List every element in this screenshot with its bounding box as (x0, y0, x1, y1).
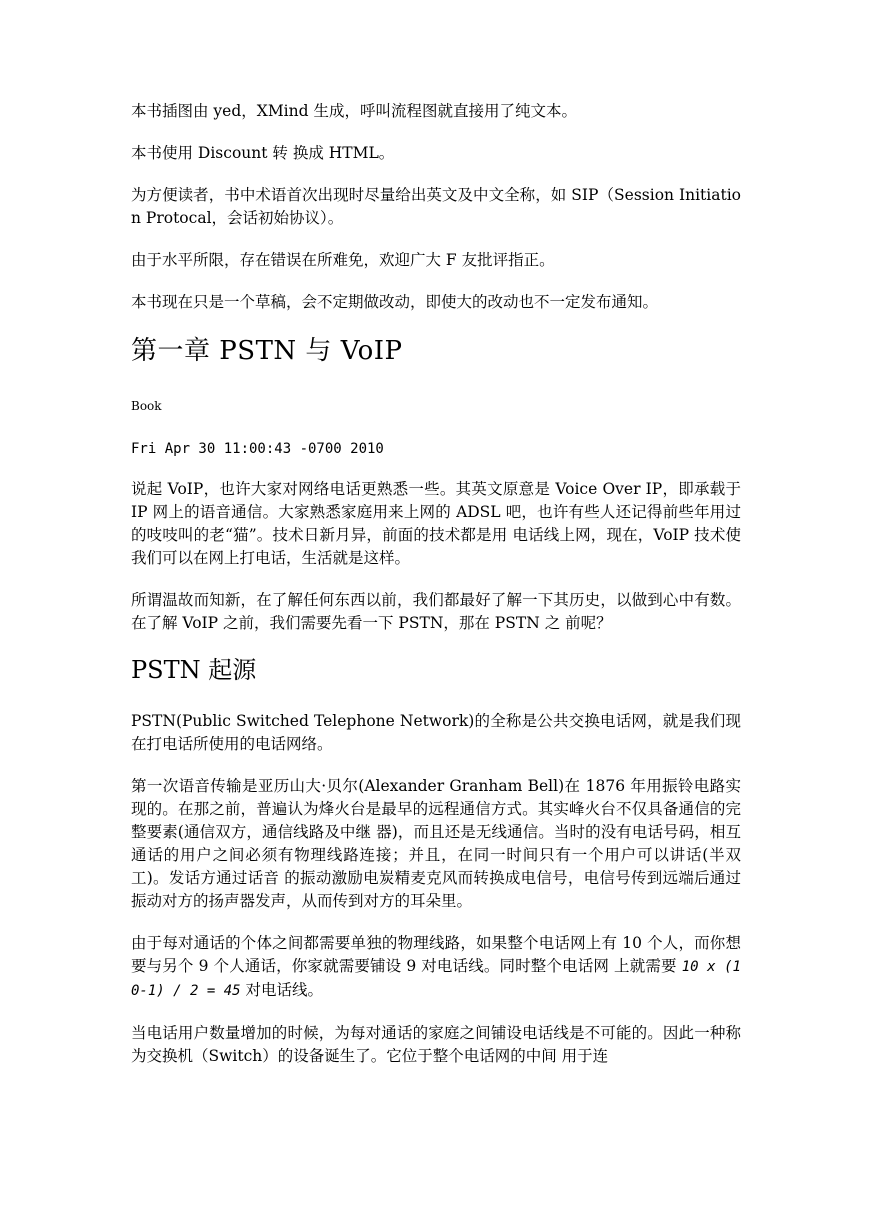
document-page (131, 100, 741, 1087)
intro-paragraph-terminology: 为方便读者，书中术语首次出现时尽量给出英文及中文全称，如 SIP（Session Initiation Protocal，会话初始协议）。 (131, 186, 741, 227)
chapter-date: Fri Apr 30 11:00:43 -0700 2010 (131, 441, 384, 457)
lines-text-after: 对电话线。 (240, 981, 324, 999)
chapter-paragraph-voip-intro: 说起 VoIP，也许大家对网络电话更熟悉一些。其英文原意是 Voice Over IP，即承载于 IP 网上的语音通信。大家熟悉家庭用来上网的 ADSL 吧，也许有些人还记得前些年用过的吱吱叫的老“猫”。技术日新月异，前面的技术都是用 电话线上网，现在，VoIP 技术使我们可以在网上打电话，生活就是这样。 (131, 480, 741, 567)
book-tag: Book (131, 399, 162, 413)
section-title: PSTN 起源 (131, 656, 257, 684)
chapter-title: 第一章 PSTN 与 VoIP (131, 336, 403, 366)
chapter-paragraph-history: 所谓温故而知新，在了解任何东西以前，我们都最好了解一下其历史，以做到心中有数。在了解 VoIP 之前，我们需要先看一下 PSTN，那在 PSTN 之 前呢？ (131, 591, 741, 632)
section-paragraph-lines (131, 932, 741, 1003)
section-paragraph-switch: 当电话用户数量增加的时候，为每对通话的家庭之间铺设电话线是不可能的。因此一种称为交换机（Switch）的设备诞生了。它位于整个电话网的中间 用于连 (131, 1024, 741, 1065)
intro-paragraph-draft: 本书现在只是一个草稿，会不定期做改动，即使大的改动也不一定发布通知。 (131, 293, 659, 311)
lines-formula: 10 x (10-1) / 2 = 45 (131, 959, 741, 999)
intro-paragraph-discount: 本书使用 Discount 转 换成 HTML。 (131, 144, 395, 162)
lines-text-before: 由于每对通话的个体之间都需要单独的物理线路，如果整个电话网上有 10 个人，而你想要与另个 9 个人通话，你家就需要铺设 9 对电话线。同时整个电话网 上就需要 (131, 934, 741, 975)
section-paragraph-pstn-definition: PSTN(Public Switched Telephone Network)的全称是公共交换电话网，就是我们现在打电话所使用的电话网络。 (131, 712, 741, 753)
section-paragraph-bell: 第一次语音传输是亚历山大·贝尔(Alexander Granham Bell)在 1876 年用振铃电路实现的。在那之前，普遍认为烽火台是最早的远程通信方式。其实峰火台不仅具备通信的完整要素(通信双方，通信线路及中继 器)，而且还是无线通信。当时的没有电话号码，相互通话的用户之间必须有物理线路连接；并且，在同一时间只有一个用户可以讲话(半双工)。发话方通过话音 的振动激励电炭精麦克风而转换成电信号，电信号传到远端后通过振动对方的扬声器发声，从而传到对方的耳朵里。 (131, 777, 741, 910)
intro-paragraph-errors: 由于水平所限，存在错误在所难免，欢迎广大 F 友批评指正。 (131, 251, 555, 269)
intro-paragraph-illustrations: 本书插图由 yed，XMind 生成，呼叫流程图就直接用了纯文本。 (131, 102, 577, 120)
